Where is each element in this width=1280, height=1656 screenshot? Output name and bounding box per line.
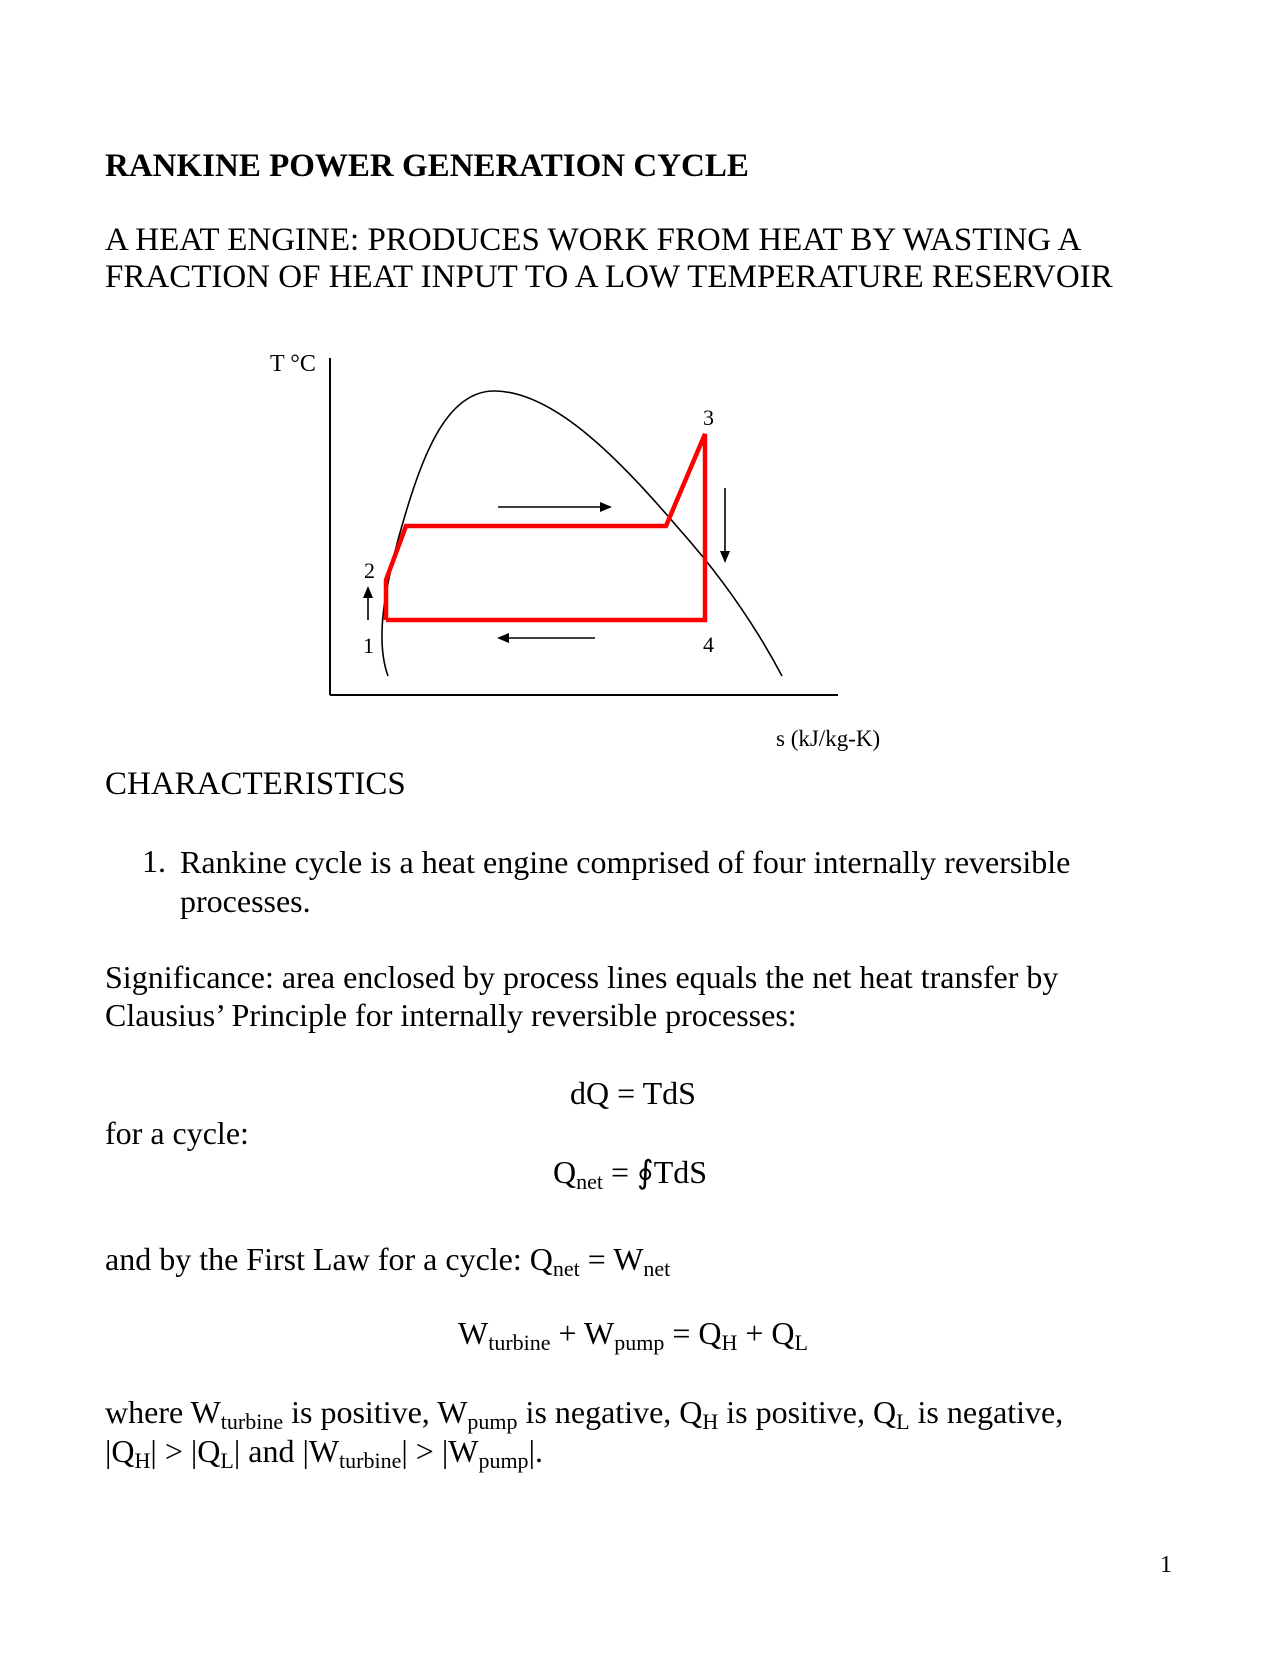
where-line-1 (105, 1393, 1064, 1434)
eb-eq: = Q (664, 1315, 722, 1351)
rankine-cycle (386, 434, 705, 620)
x-axis-label: s (kJ/kg-K) (776, 726, 881, 751)
w-sym: W (613, 1241, 644, 1277)
for-a-cycle-label: for a cycle: (105, 1115, 249, 1151)
list-item-line-1: Rankine cycle is a heat engine comprised of four internally reversible (180, 844, 1071, 880)
eb-sub3: H (721, 1330, 738, 1355)
arrow-up (363, 586, 373, 620)
eb-plus2: + Q (737, 1315, 795, 1351)
arrow-right (498, 502, 612, 512)
where-line-2 (105, 1432, 543, 1473)
y-axis-label: T °C (270, 351, 316, 377)
page-number: 1 (1160, 1552, 1172, 1578)
state-label-2: 2 (364, 558, 375, 583)
saturation-dome (382, 391, 782, 676)
w-u4: | > |W (401, 1433, 479, 1469)
eq2-q: Q (553, 1154, 577, 1190)
eq-sign: = (579, 1241, 614, 1277)
arrow-left (497, 633, 595, 643)
list-item-line-2: processes. (180, 883, 311, 919)
w-t2: is positive, W (283, 1394, 468, 1430)
w-t3: is negative, Q (517, 1394, 703, 1430)
w-u2: | > |Q (150, 1433, 221, 1469)
w-net-sub: net (643, 1256, 671, 1281)
page-title: RANKINE POWER GENERATION CYCLE (105, 148, 749, 184)
equation-qnet (553, 1153, 708, 1194)
w-s2: pump (467, 1409, 518, 1434)
w-u5: |. (528, 1433, 543, 1469)
w-us3: turbine (339, 1448, 402, 1473)
ts-diagram (0, 0, 1280, 760)
state-label-4: 4 (703, 632, 714, 657)
eb-plus1: + W (550, 1315, 615, 1351)
w-us4: pump (478, 1448, 529, 1473)
significance-line-1: Significance: area enclosed by process lines equals the net heat transfer by (105, 959, 1059, 995)
q-net-sub: net (552, 1256, 580, 1281)
w-t5: is negative, (909, 1394, 1064, 1430)
w-t4: is positive, Q (718, 1394, 897, 1430)
eb-sub1: turbine (488, 1330, 551, 1355)
eb-sub2: pump (614, 1330, 665, 1355)
section-heading: CHARACTERISTICS (105, 766, 406, 802)
w-t1: where W (105, 1394, 221, 1430)
energy-balance-equation (458, 1315, 808, 1355)
w-s4: L (896, 1409, 910, 1434)
state-label-3: 3 (703, 405, 714, 430)
q-sym: Q (529, 1241, 553, 1277)
eq2-sub: net (576, 1169, 603, 1194)
eq2-rhs: = ∮TdS (603, 1154, 708, 1190)
w-u3: | and |W (233, 1433, 340, 1469)
state-label-1: 1 (363, 633, 374, 658)
eb-sub4: L (794, 1330, 808, 1355)
subtitle-line-1: A HEAT ENGINE: PRODUCES WORK FROM HEAT BY WASTING A (105, 222, 1082, 258)
eb-w1: W (458, 1315, 489, 1351)
w-s3: H (702, 1409, 719, 1434)
arrow-down (720, 488, 730, 563)
w-s1: turbine (220, 1409, 284, 1434)
list-item (180, 843, 1180, 921)
list-number: 1. (142, 843, 166, 879)
w-u1: |Q (105, 1433, 135, 1469)
first-law-text: and by the First Law for a cycle: (105, 1241, 530, 1277)
significance-line-2: Clausius’ Principle for internally reversible processes: (105, 997, 797, 1033)
first-law-line (105, 1240, 671, 1281)
w-us1: H (134, 1448, 151, 1473)
equation-dq: dQ = TdS (570, 1075, 696, 1111)
w-us2: L (220, 1448, 234, 1473)
subtitle-line-2: FRACTION OF HEAT INPUT TO A LOW TEMPERATURE RESERVOIR (105, 259, 1113, 295)
